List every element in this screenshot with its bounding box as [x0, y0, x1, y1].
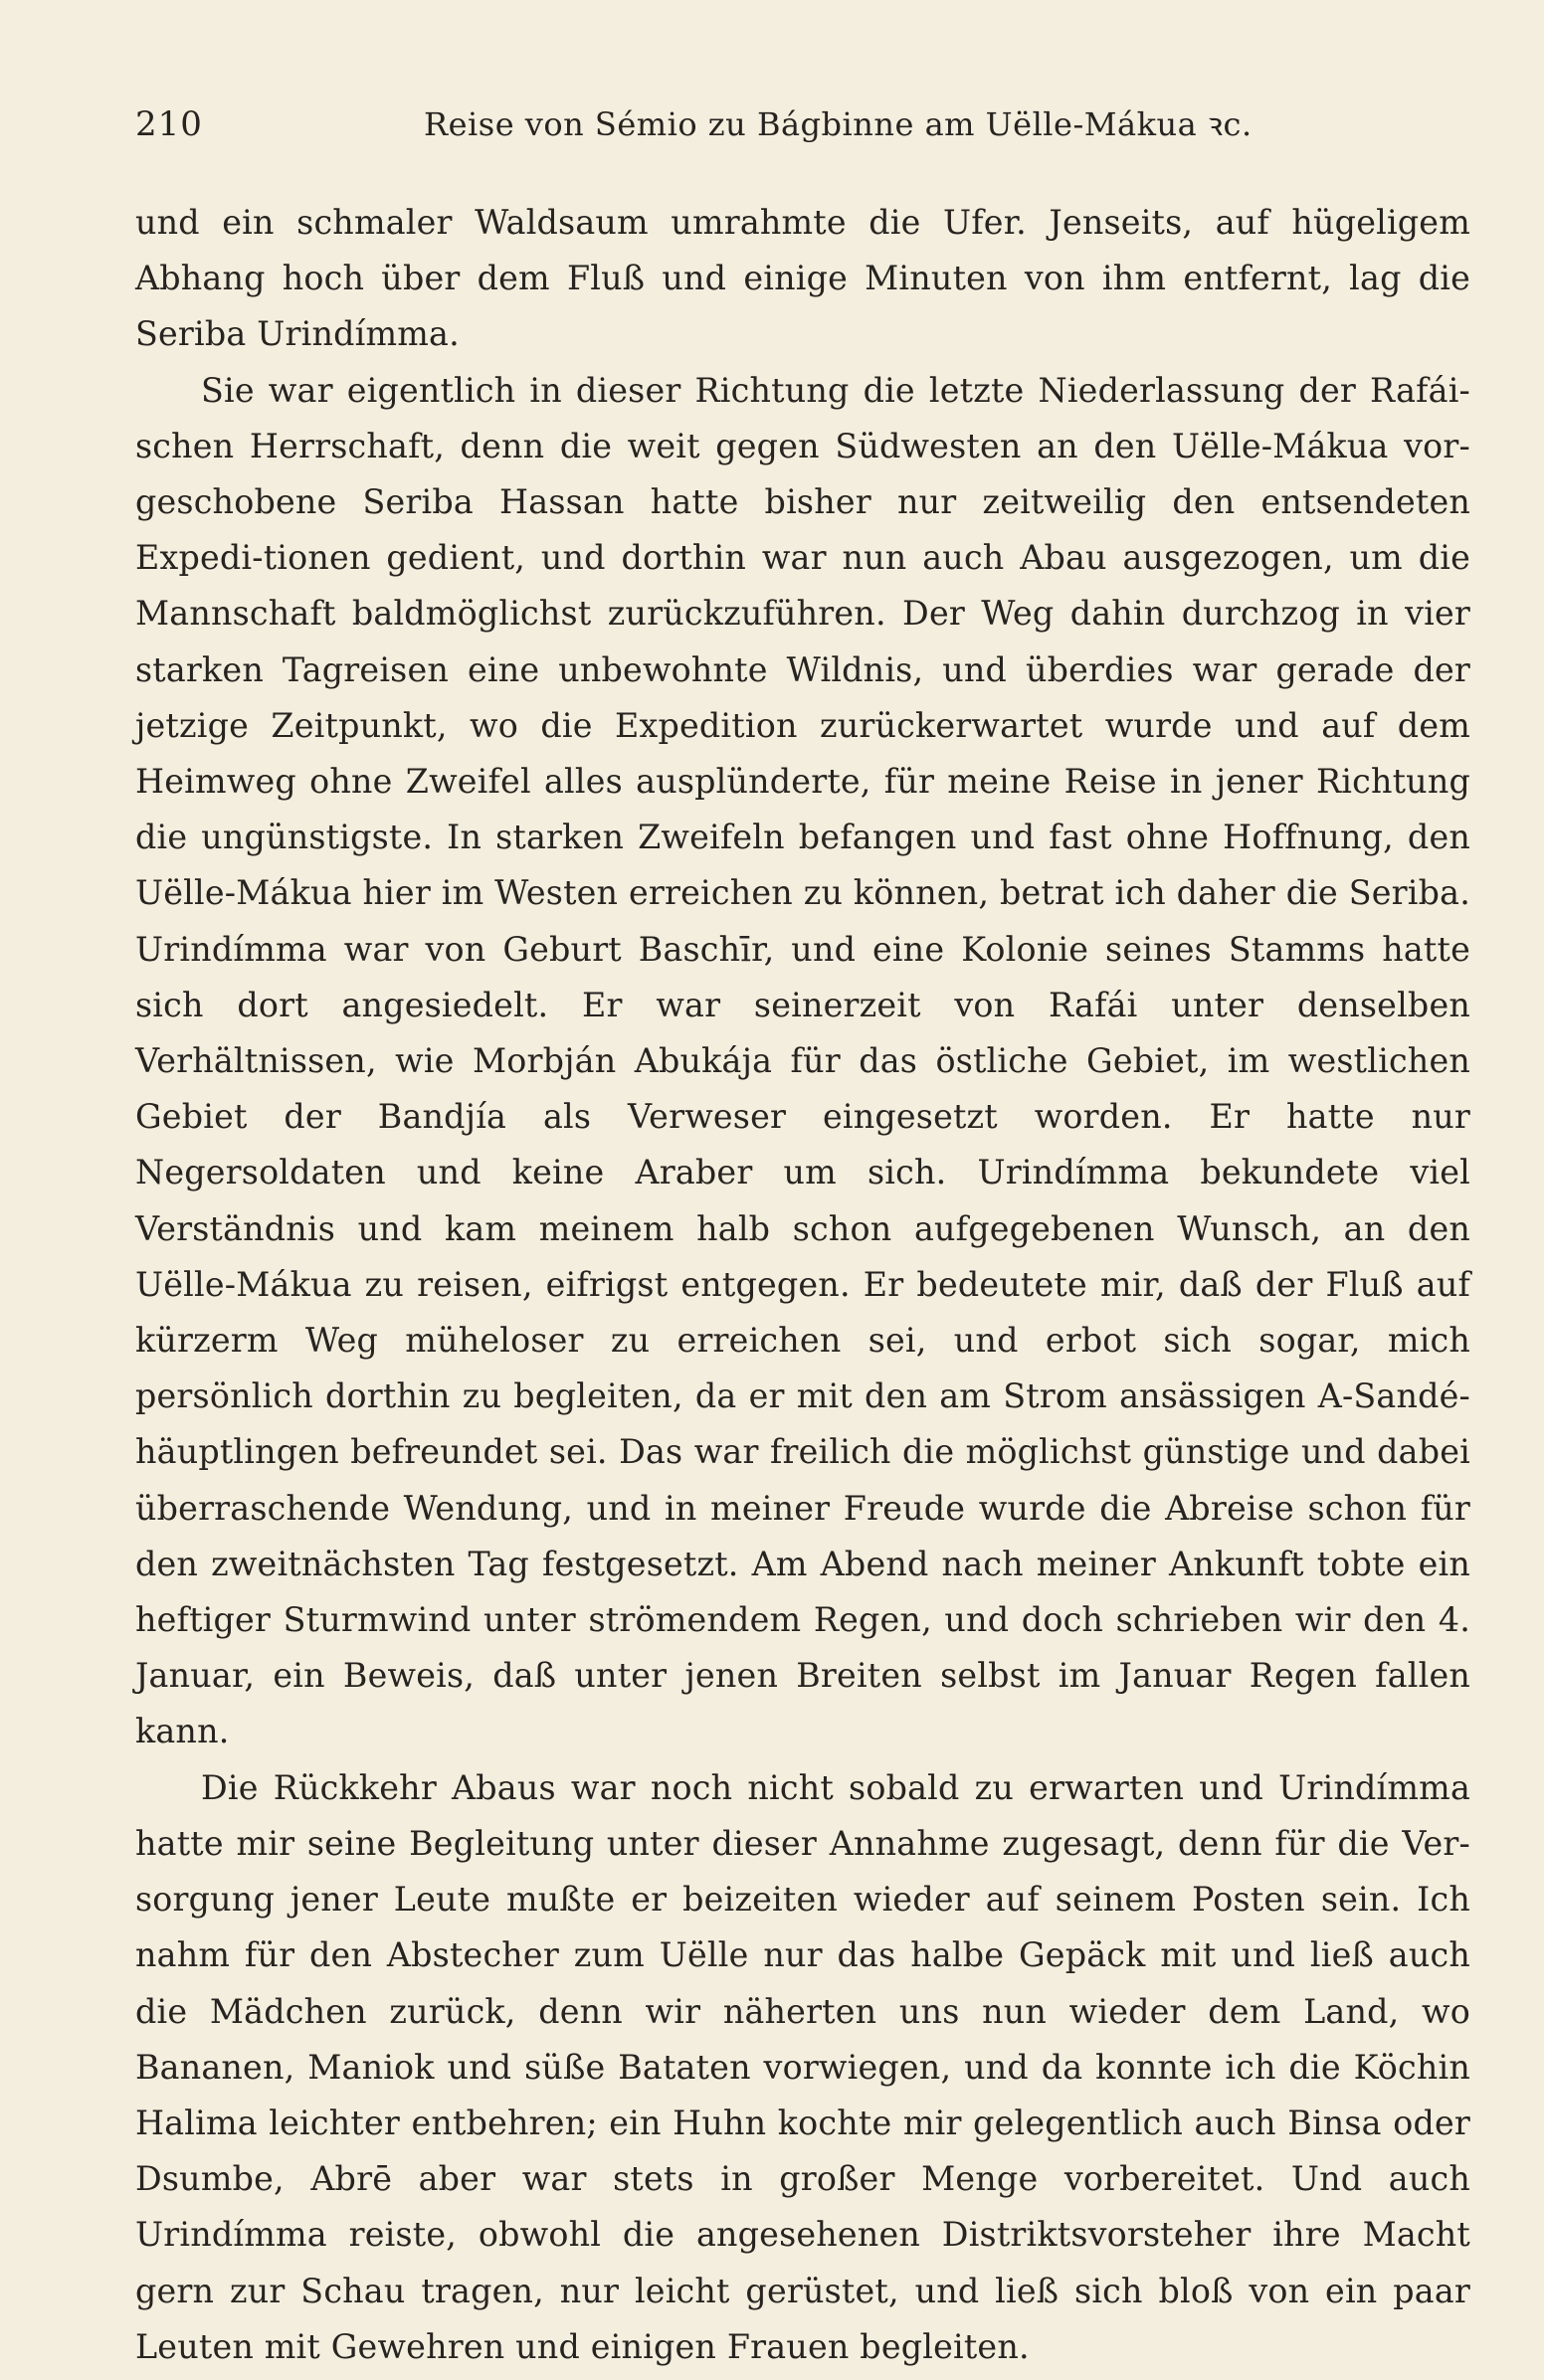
page-header	[135, 99, 1473, 159]
running-head: Reise von Sémio zu Bágbinne am Uëlle-Mákua ꝛc.	[424, 105, 1253, 143]
paragraph-3: Die Rückkehr Abaus war noch nicht sobald zu erwarten und Urindímma hatte mir seine Begleitung unter dieser Annahme zugesagt, denn für die Ver-sorgung jener Leute mußte er beizeiten wieder auf seinem Posten sein. Ich nahm für den Abstecher zum Uëlle nur das halbe Gepäck mit und ließ auch die Mädchen zurück, denn wir näherten uns nun wieder dem Land, wo Bananen, Maniok und süße Bataten vorwiegen, und da konnte ich die Köchin Halima leichter entbehren; ein Huhn kochte mir gelegentlich auch Binsa oder Dsumbe, Abrē aber war stets in großer Menge vorbereitet. Und auch Urindímma reiste, obwohl die angesehenen Distriktsvorsteher ihre Macht gern zur Schau tragen, nur leicht gerüstet, und ließ sich bloß von ein paar Leuten mit Gewehren und einigen Frauen begleiten.	[135, 1767, 1470, 2366]
paragraph-1: und ein schmaler Waldsaum umrahmte die Ufer. Jenseits, auf hügeligem Abhang hoch über dem Fluß und einige Minuten von ihm entfernt, lag die Seriba Urindímma.	[135, 203, 1470, 354]
page-number: 210	[135, 104, 203, 144]
paragraph-2: Sie war eigentlich in dieser Richtung die letzte Niederlassung der Rafái-schen Herrschaft, denn die weit gegen Südwesten an den Uëlle-Mákua vor-geschobene Seriba Hassan hatte bisher nur zeitweilig den entsendeten Expedi-tionen gedient, und dorthin war nun auch Abau ausgezogen, um die Mannschaft baldmöglichst zurückzuführen. Der Weg dahin durchzog in vier starken Tagreisen eine unbewohnte Wildnis, und überdies war gerade der jetzige Zeitpunkt, wo die Expedition zurückerwartet wurde und auf dem Heimweg ohne Zweifel alles ausplünderte, für meine Reise in jener Richtung die ungünstigste. In starken Zweifeln befangen und fast ohne Hoffnung, den Uëlle-Mákua hier im Westen erreichen zu können, betrat ich daher die Seriba. Urindímma war von Geburt Baschīr, und eine Kolonie seines Stamms hatte sich dort angesiedelt. Er war seinerzeit von Rafái unter denselben Verhältnissen, wie Morbján Abukája für das östliche Gebiet, im westlichen Gebiet der Bandjía als Verweser eingesetzt worden. Er hatte nur Negersoldaten und keine Araber um sich. Urindímma bekundete viel Verständnis und kam meinem halb schon aufgegebenen Wunsch, an den Uëlle-Mákua zu reisen, eifrigst entgegen. Er bedeutete mir, daß der Fluß auf kürzerm Weg müheloser zu erreichen sei, und erbot sich sogar, mich persönlich dorthin zu begleiten, da er mit den am Strom ansässigen A-Sandé-häuptlingen befreundet sei. Das war freilich die möglichst günstige und dabei überraschende Wendung, und in meiner Freude wurde die Abreise schon für den zweitnächsten Tag festgesetzt. Am Abend nach meiner Ankunft tobte ein heftiger Sturmwind unter strömendem Regen, und doch schrieben wir den 4. Januar, ein Beweis, daß unter jenen Breiten selbst im Januar Regen fallen kann.	[135, 370, 1470, 1751]
body-text	[135, 195, 1470, 2375]
